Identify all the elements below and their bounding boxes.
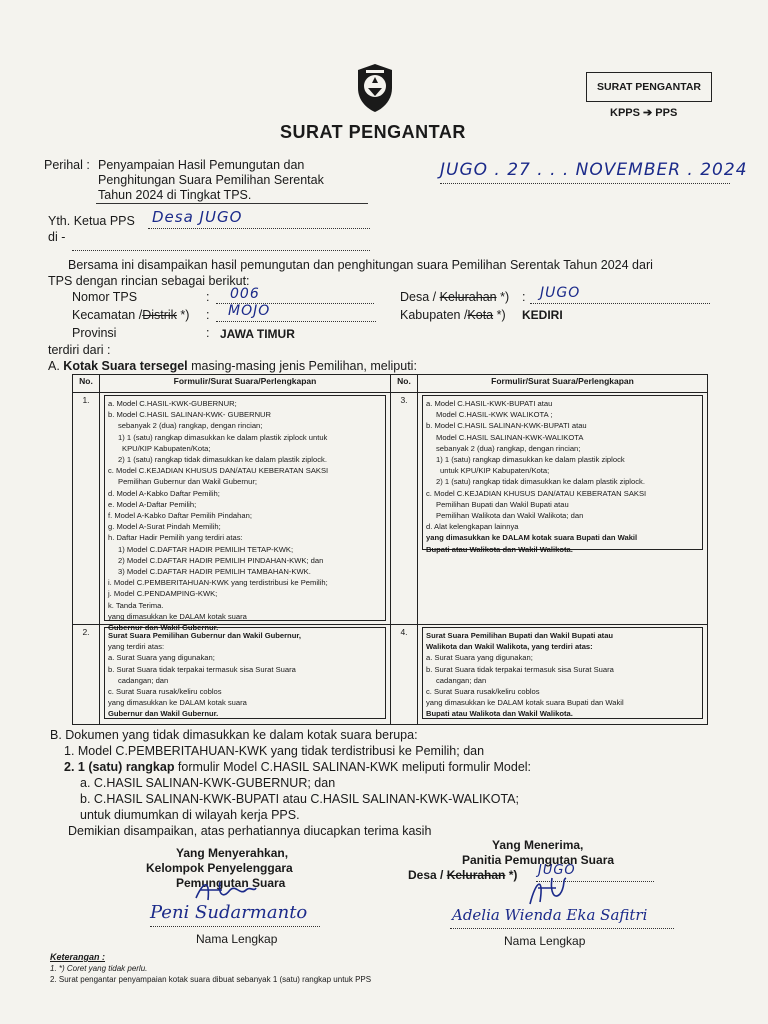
section-b-item-2: 2. 1 (satu) rangkap formulir Model C.HASIL SALINAN-KWK meliputi formulir Model: bbox=[64, 760, 532, 774]
perihal-underline bbox=[96, 203, 368, 204]
sign-left-role-2: Pemungutan Suara bbox=[176, 876, 286, 890]
table-cell-row4: Surat Suara Pemilihan Bupati dan Wakil Bupati atau Walikota dan Wakil Walikota, yang terdiri atas: a. Surat Suara yang digunakan; b. Surat Suara tidak terpakai termasuk sisa Surat Suara cadangan; dan c. Surat Suara rusak/keliru coblos yang dimasukkan ke DALAM kotak suara Bupati dan Wakil Bupati atau Walikota dan Wakil Walikota. bbox=[418, 625, 708, 725]
sign-left-title: Yang Menyerahkan, bbox=[176, 846, 289, 860]
intro-line-2: TPS dengan rincian sebagai berikut: bbox=[48, 274, 250, 288]
sign-right-caption: Nama Lengkap bbox=[504, 934, 586, 948]
kecamatan-label: Kecamatan /Distrik *) bbox=[72, 308, 190, 322]
closing-text: Demikian disampaikan, atas perhatiannya diucapkan terima kasih bbox=[68, 824, 432, 838]
perihal-line-2: Penghitungan Suara Pemilihan Serentak bbox=[98, 173, 324, 187]
provinsi-value: JAWA TIMUR bbox=[220, 327, 295, 341]
table-cell-row3: a. Model C.HASIL-KWK-BUPATI atau Model C.HASIL-KWK WALIKOTA ; b. Model C.HASIL SALINAN-KWK-BUPATI atau Model C.HASIL SALINAN-KWK-WALIKOTA sebanyak 2 (dua) rangkap, dengan rincian; 1) 1 (satu) rangkap dimasukkan ke dalam plastik ziplock untuk KPU/KIP Kabupaten/Kota; 2) 1 (satu) rangkap tidak dimasukkan ke dalam plastik ziplock. c. Model C.KEJADIAN KHUSUS DAN/ATAU KEBERATAN SAKSI Pemilihan Bupati dan Wakil Bupati atau Pemilihan Walikota dan Wakil Walikota; dan d. Alat kelengkapan lainnya yang dimasukkan ke DALAM kotak suara Bupati dan Wakil Bupati atau Walikota dan Wakil Walikota. bbox=[418, 393, 708, 625]
section-b-item-2a: a. C.HASIL SALINAN-KWK-GUBERNUR; dan bbox=[80, 776, 336, 790]
perihal-line-3: Tahun 2024 di Tingkat TPS. bbox=[98, 188, 252, 202]
date-handwritten: JUGO . 27 . . . NOVEMBER . 2024 bbox=[440, 160, 748, 180]
section-a-heading: A. Kotak Suara tersegel masing-masing jenis Pemilihan, meliputi: bbox=[48, 359, 417, 373]
table-header-no: No. bbox=[73, 375, 100, 393]
tps-label: Nomor TPS bbox=[72, 290, 138, 304]
desa-label: Desa / Kelurahan *) bbox=[400, 290, 510, 304]
page-title: SURAT PENGANTAR bbox=[280, 122, 466, 142]
sign-left-name-handwritten: Peni Sudarmanto bbox=[150, 902, 308, 923]
colon: : bbox=[206, 308, 210, 322]
sign-right-role: Panitia Pemungutan Suara bbox=[462, 853, 615, 867]
desa-dots bbox=[530, 303, 710, 304]
table-row-no: 4. bbox=[391, 625, 418, 725]
forms-table bbox=[72, 374, 708, 725]
tps-value-handwritten: 006 bbox=[230, 286, 260, 302]
sign-left-role: Kelompok Penyelenggara bbox=[146, 861, 293, 875]
section-b-note: untuk diumumkan di wilayah kerja PPS. bbox=[80, 808, 300, 822]
sign-right-desa: Desa / Kelurahan *) bbox=[408, 868, 518, 882]
table-row-no: 2. bbox=[73, 625, 100, 725]
signature-right bbox=[522, 874, 572, 910]
table-cell-row1: a. Model C.HASIL-KWK-GUBERNUR; b. Model C.HASIL SALINAN-KWK- GUBERNUR sebanyak 2 (dua) rangkap, dengan rincian; 1) 1 (satu) rangkap dimasukkan ke dalam plastik ziplock untuk KPU/KIP Kabupaten/Kota; 2) 1 (satu) rangkap tidak dimasukkan ke dalam plastik ziplock. c. Model C.KEJADIAN KHUSUS DAN/ATAU KEBERATAN SAKSI Pemilihan Gubernur dan Wakil Gubernur; d. Model A-Kabko Daftar Pemilih; e. Model A-Daftar Pemilih; f. Model A-Kabko Daftar Pemilih Pindahan; g. Model A-Surat Pindah Memilih; h. Daftar Hadir Pemilih yang terdiri atas: 1) Model C.DAFTAR HADIR PEMILIH TETAP-KWK; 2) Model C.DAFTAR HADIR PEMILIH PINDAHAN-KWK; dan 3) Model C.DAFTAR HADIR PEMILIH TAMBAHAN-KWK. i. Model C.PEMBERITAHUAN-KWK yang terdistribusi ke Pemilih; j. Model C.PENDAMPING-KWK; k. Tanda Terima. yang dimasukkan ke DALAM kotak suara Gubernur dan Wakil Gubernur. bbox=[100, 393, 391, 625]
perihal-label: Perihal : bbox=[44, 158, 90, 172]
notes-title: Keterangan : bbox=[50, 952, 106, 962]
table-row-no: 1. bbox=[73, 393, 100, 625]
section-b-heading: B. Dokumen yang tidak dimasukkan ke dalam kotak suara berupa: bbox=[50, 728, 418, 742]
di-dots bbox=[72, 250, 370, 251]
table-row-no: 3. bbox=[391, 393, 418, 625]
section-b-item-2b: b. C.HASIL SALINAN-KWK-BUPATI atau C.HASIL SALINAN-KWK-WALIKOTA; bbox=[80, 792, 519, 806]
table-header-no: No. bbox=[391, 375, 418, 393]
intro-line-1: Bersama ini disampaikan hasil pemungutan dan penghitungan suara Pemilihan Serentak Tahun 2024 dari bbox=[68, 258, 653, 272]
notes-item-2: 2. Surat pengantar penyampaian kotak suara dibuat sebanyak 1 (satu) rangkap untuk PPS bbox=[50, 975, 372, 984]
provinsi-label: Provinsi bbox=[72, 326, 117, 340]
kecamatan-value-handwritten: MOJO bbox=[228, 303, 271, 319]
colon: : bbox=[206, 290, 210, 304]
yth-label: Yth. Ketua PPS bbox=[48, 214, 135, 228]
terdiri-label: terdiri dari : bbox=[48, 343, 111, 357]
table-cell-row2: Surat Suara Pemilihan Gubernur dan Wakil Gubernur, yang terdiri atas: a. Surat Suara yang digunakan; b. Surat Suara tidak terpakai termasuk sisa Surat Suara cadangan; dan c. Surat Suara rusak/keliru coblos yang dimasukkan ke DALAM kotak suara Gubernur dan Wakil Gubernur. bbox=[100, 625, 391, 725]
desa-value-handwritten: JUGO bbox=[540, 285, 581, 301]
sign-right-name-handwritten: Adelia Wienda Eka Safitri bbox=[452, 906, 648, 924]
date-dots bbox=[440, 183, 730, 184]
sign-right-desa-handwritten: JUGO bbox=[538, 863, 576, 878]
header-box-label: SURAT PENGANTAR bbox=[586, 72, 712, 102]
notes-item-1: 1. *) Coret yang tidak perlu. bbox=[50, 964, 148, 973]
table-header-form: Formulir/Surat Suara/Perlengkapan bbox=[100, 375, 391, 393]
flow-label: KPPS ➔ PPS bbox=[610, 107, 678, 119]
kpu-logo-icon bbox=[352, 62, 398, 114]
kabupaten-label: Kabupaten /Kota *) bbox=[400, 308, 506, 322]
yth-dots bbox=[148, 228, 370, 229]
colon: : bbox=[206, 326, 210, 340]
sign-left-caption: Nama Lengkap bbox=[196, 932, 278, 946]
yth-value-handwritten: Desa JUGO bbox=[152, 208, 243, 226]
section-b-item-1: 1. Model C.PEMBERITAHUAN-KWK yang tidak terdistribusi ke Pemilih; dan bbox=[64, 744, 485, 758]
colon: : bbox=[522, 290, 526, 304]
kabupaten-value: KEDIRI bbox=[522, 308, 563, 322]
sign-right-dots bbox=[450, 928, 674, 929]
sign-right-title: Yang Menerima, bbox=[492, 838, 584, 852]
sign-left-dots bbox=[150, 926, 320, 927]
table-header-form: Formulir/Surat Suara/Perlengkapan bbox=[418, 375, 708, 393]
di-label: di - bbox=[48, 230, 66, 244]
perihal-line-1: Penyampaian Hasil Pemungutan dan bbox=[98, 158, 305, 172]
kecamatan-dots bbox=[216, 321, 376, 322]
